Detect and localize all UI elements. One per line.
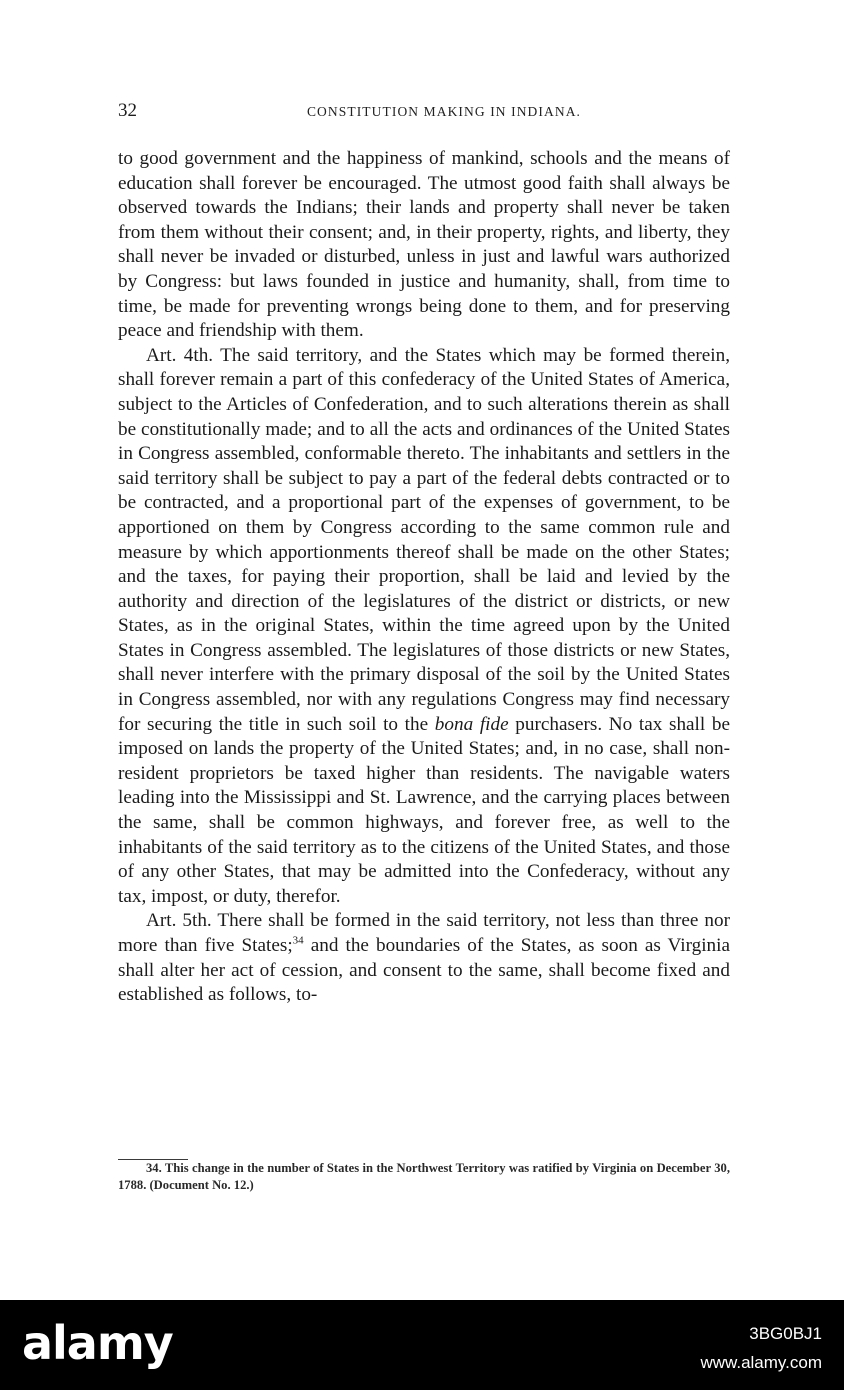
page-number: 32 (118, 100, 137, 121)
italic-bona-fide: bona fide (434, 713, 509, 735)
footnotes (118, 1160, 730, 1194)
paragraph-art-5-text-b: and the boundaries of the States, as soon as Virginia shall alter her act of cession, and consent to the same, shall become fixed and established as follows, to- (118, 935, 730, 1006)
footnote-34: 34. This change in the number of States in the Northwest Territory was ratified by Virginia on December 30, 1788. (Document No. 12.) (118, 1161, 730, 1192)
paragraph-1-text: to good government and the happiness of mankind, schools and the means of education shall forever be encouraged. The utmost good faith shall always be observed towards the Indians; their lands and property shall never be taken from them without their consent; and, in their property, rights, and liberty, they shall never be invaded or disturbed, unless in just and lawful wars authorized by Congress: but laws founded in justice and humanity, shall, from time to time, be made for preventing wrongs being done to them, and for preserving peace and friendship with them. (118, 148, 730, 342)
paragraph-art-5 (118, 909, 730, 1007)
paragraph-art-4-text-a: Art. 4th. The said territory, and the States which may be formed therein, shall forever remain a part of this confederacy of the United States of America, subject to the Articles of Confederation, and to such alterations therein as shall be constitutionally made; and to all the acts and ordinances of the United States in Congress assembled, conformable thereto. The inhabitants and settlers in the said territory shall be subject to pay a part of the federal debts contracted or to be contracted, and a proportional part of the expenses of government, to be apportioned on them by Congress according to the same common rule and measure by which apportionments thereof shall be made on the other States; and the taxes, for paying their proportion, shall be laid and levied by the authority and direction of the legislatures of the district or districts, or new States, as in the original States, within the time agreed upon by the United States in Congress assembled. The legislatures of those districts or new States, shall never interfere with the primary disposal of the soil by the United States in Congress assembled, nor with any regulations Congress may find necessary for securing the title in such soil to the (118, 344, 730, 735)
footnote-reference[interactable]: 34 (292, 934, 304, 947)
alamy-logo: alamy (22, 1316, 173, 1370)
paragraph-art-4-text-b: purchasers. No tax shall be imposed on lands the property of the United States; and, in no case, shall non-resident proprietors be taxed higher than residents. The navigable waters leading into the Mississippi and St. Lawrence, and the carrying places between the same, shall be common highways, and forever free, as well to the inhabitants of the said territory as to the citizens of the United States, and those of any other States, that may be admitted into the Confederacy, without any tax, impost, or duty, therefor. (118, 713, 730, 907)
body-text (118, 147, 730, 1008)
page-header (118, 96, 730, 126)
site-url: www.alamy.com (700, 1353, 822, 1372)
paragraph-art-4 (118, 344, 730, 910)
watermark-banner (0, 1300, 844, 1390)
paragraph-art-5-text-a: Art. 5th. There shall be formed in the said territory, not less than three nor more than five States; (118, 910, 730, 956)
paragraph-1 (118, 147, 730, 344)
running-head: CONSTITUTION MAKING IN INDIANA. (306, 104, 582, 119)
image-id: 3BG0BJ1 (749, 1324, 822, 1343)
